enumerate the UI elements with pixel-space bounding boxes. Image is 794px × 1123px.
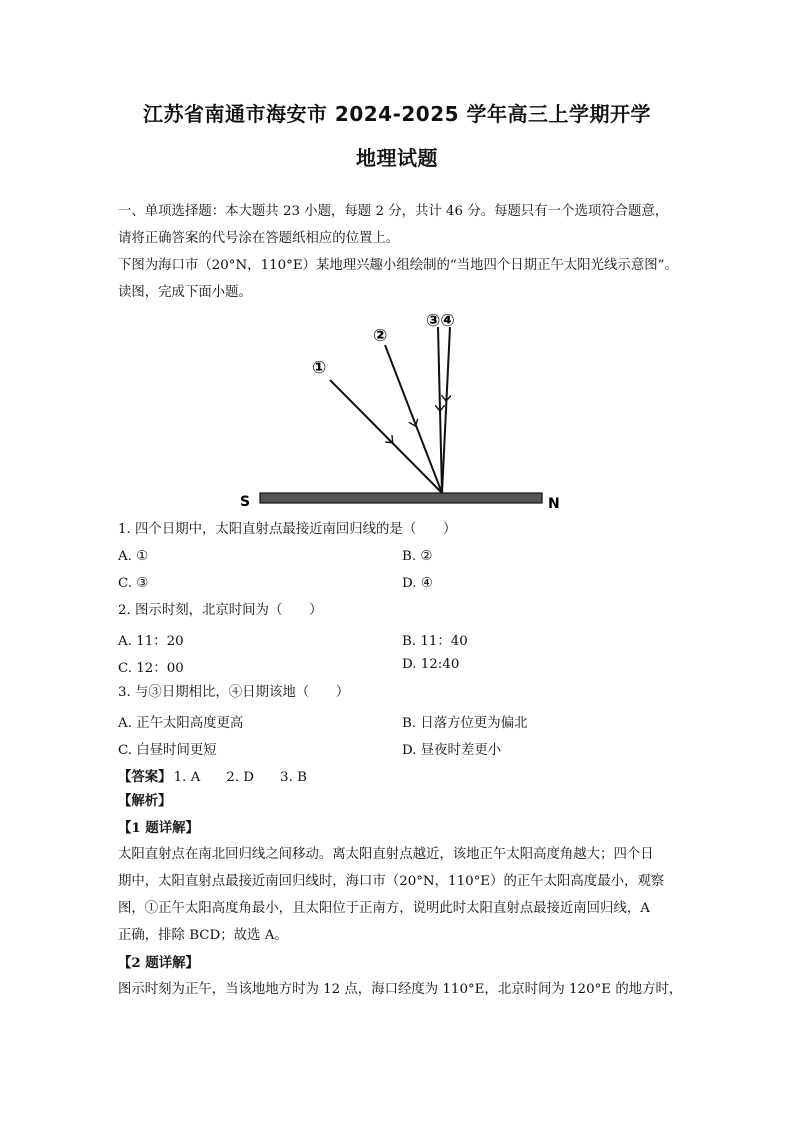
ray-label-1: ①	[312, 358, 327, 378]
south-label: S	[240, 494, 251, 510]
q1-option-b: B. ②	[402, 549, 433, 564]
ray-2	[385, 345, 442, 493]
paper-title-line1: 江苏省南通市海安市 2024-2025 学年高三上学期开学	[142, 102, 652, 126]
answer-label: 【答案】	[118, 769, 172, 785]
q1-option-d: D. ④	[402, 576, 433, 591]
section-instruction-line2: 请将正确答案的代号涂在答题纸相应的位置上。	[118, 231, 400, 246]
q3-option-a: A. 正午太阳高度更高	[118, 716, 244, 731]
q1-option-a: A. ①	[118, 549, 149, 564]
answer-3: 3. B	[280, 770, 307, 785]
q3-option-d: D. 昼夜时差更小	[402, 743, 502, 758]
sun-ray-diagram	[230, 305, 570, 515]
ray-4	[442, 327, 450, 493]
q1-analysis-line: 图，①正午太阳高度角最小，且太阳位于正南方，说明此时太阳直射点最接近南回归线，A	[118, 901, 650, 916]
q2-option-d: D. 12:40	[402, 657, 460, 672]
q2-analysis-line: 图示时刻为正午，当该地地方时为 12 点，海口经度为 110°E，北京时间为 120°E 的地方时，	[118, 982, 683, 997]
analysis-label: 【解析】	[118, 793, 172, 809]
section-instruction-line1: 一、单项选择题：本大题共 23 小题，每题 2 分，共计 46 分。每题只有一个选项符合题意，	[118, 204, 669, 219]
answer-row	[118, 766, 333, 785]
ray-1	[330, 380, 442, 493]
ground-bar	[260, 493, 542, 503]
answer-2: 2. D	[226, 770, 255, 785]
q1-analysis-line: 正确，排除 BCD；故选 A。	[118, 928, 288, 943]
q3-option-b: B. 日落方位更为偏北	[402, 716, 528, 731]
q2-analysis-label: 【2 题详解】	[118, 955, 199, 971]
q1-analysis-line: 期中，太阳直射点最接近南回归线时，海口市（20°N，110°E）的正午太阳高度最小，观察	[118, 874, 665, 889]
question-2-stem: 2. 图示时刻，北京时间为（ ）	[118, 603, 323, 618]
q1-option-c: C. ③	[118, 576, 149, 591]
q2-option-c: C. 12：00	[118, 661, 184, 676]
q1-analysis-line: 太阳直射点在南北回归线之间移动。离太阳直射点越近，该地正午太阳高度角越大；四个日	[118, 847, 654, 862]
ray-label-2: ②	[373, 326, 388, 346]
q3-option-c: C. 白昼时间更短	[118, 743, 217, 758]
paper-title-line2: 地理试题	[356, 146, 438, 170]
question-3-stem: 3. 与③日期相比，④日期该地（ ）	[118, 685, 350, 700]
q1-analysis-label: 【1 题详解】	[118, 820, 199, 836]
context-line2: 读图，完成下面小题。	[118, 285, 252, 300]
answer-1: 1. A	[173, 770, 201, 785]
context-line1: 下图为海口市（20°N，110°E）某地理兴趣小组绘制的“当地四个日期正午太阳光线示意图”。	[118, 258, 678, 273]
north-label: N	[548, 496, 560, 512]
question-1-stem: 1. 四个日期中，太阳直射点最接近南回归线的是（ ）	[118, 522, 457, 537]
ray-label-34: ③④	[426, 311, 455, 331]
q2-option-a: A. 11：20	[118, 634, 184, 649]
q2-option-b: B. 11：40	[402, 634, 468, 649]
